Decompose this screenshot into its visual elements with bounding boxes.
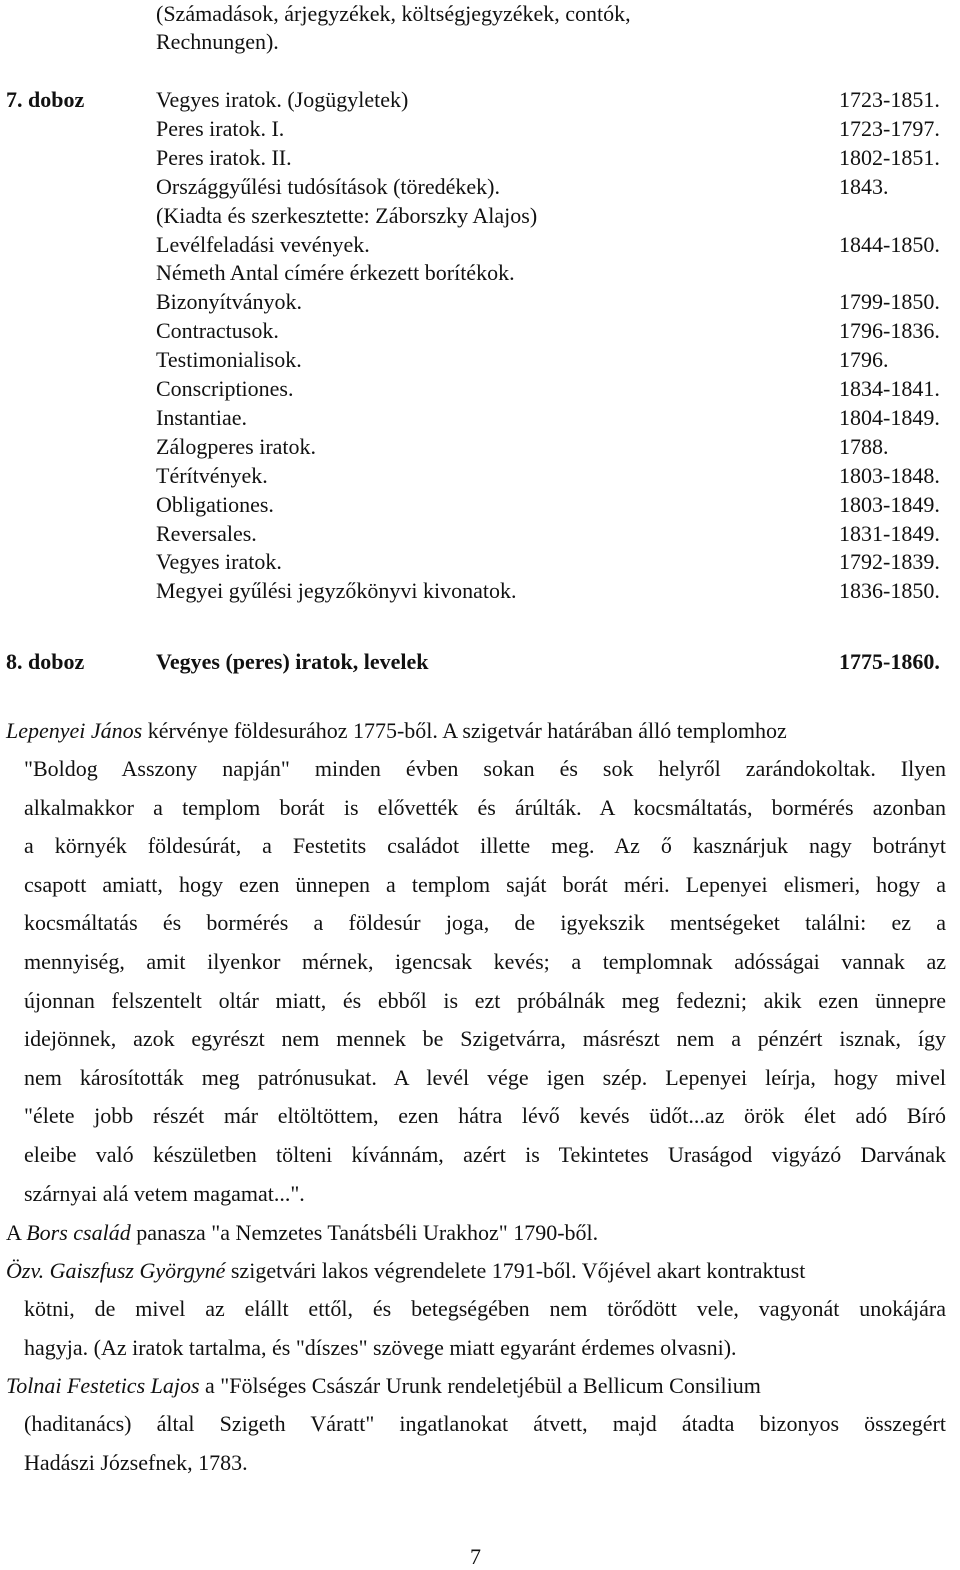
box7-row-title: Németh Antal címére érkezett borítékok. (156, 260, 515, 286)
p1-line-8: újonnan felszentelt oltár miatt, és ebből is ezt próbálnák meg fedezni; akik ezen ünnepre (24, 987, 946, 1013)
box7-row-title: Megyei gyűlési jegyzőkönyvi kivonatok. (156, 578, 517, 604)
box7-row-date: 1723-1851. (839, 87, 940, 112)
p3-name: Özv. Gaiszfusz Györgyné (6, 1258, 226, 1283)
page-number: 7 (470, 1544, 481, 1569)
box8-label: 8. doboz (6, 649, 85, 674)
p1-line-11: "élete jobb részét már eltöltöttem, ezen hátra lévő kevés üdőt...az örök élet adó Bíró (24, 1103, 946, 1129)
box7-row-date: 1803-1849. (839, 491, 940, 517)
box7-row-date: 1796. (839, 347, 889, 373)
p1-line-5: csapott amiatt, hogy ezen ünnepen a templom saját borát méri. Lepenyei elismeri, hogy a (24, 871, 946, 897)
box7-row-title: Levélfeladási vevények. (156, 231, 370, 257)
box7-row-title: (Kiadta és szerkesztette: Záborszky Alajos) (156, 202, 538, 228)
box7-row-date: 1802-1851. (839, 144, 940, 170)
box7-row-title: Vegyes iratok. (156, 549, 282, 575)
p1-line-9: idejönnek, azok egyrészt nem mennek be Szigetvárra, másrészt nem a pénzért isznak, így (24, 1026, 946, 1052)
box7-row-date: 1831-1849. (839, 520, 940, 546)
box7-row-title: Vegyes iratok. (Jogügyletek) (156, 87, 409, 112)
box7-row-date: 1799-1850. (839, 289, 940, 315)
box7-row-date: 1796-1836. (839, 318, 940, 344)
p1-line-10: nem károsították meg patrónusukat. A levél vége igen szép. Lepenyei leírja, hogy mivel (24, 1064, 946, 1090)
box8-title: Vegyes (peres) iratok, levelek (156, 649, 429, 674)
box7-row-title: Peres iratok. II. (156, 144, 292, 170)
box7-row-title: Obligationes. (156, 491, 274, 517)
paragraph-festetics-body (24, 1405, 946, 1482)
p1-line-2: "Boldog Asszony napján" minden évben sokan és sok helyről zarándokoltak. Ilyen (24, 756, 946, 781)
p1-name: Lepenyei János (6, 718, 143, 743)
box7-row-title: Zálogperes iratok. (156, 433, 317, 459)
p2-name: Bors család (26, 1220, 131, 1245)
box7-row-date: 1803-1848. (839, 462, 940, 488)
p4-line-3: Hadászi Józsefnek, 1783. (24, 1449, 248, 1475)
p4-name: Tolnai Festetics Lajos (6, 1373, 200, 1398)
p3-line-2: kötni, de mivel az elállt ettől, és betegségében nem törődött vele, vagyonát unokájára (24, 1296, 946, 1321)
box7-row-date: 1804-1849. (839, 404, 940, 430)
box7-row-title: Peres iratok. I. (156, 115, 285, 141)
paragraph-lepenyei-body (24, 750, 946, 1213)
p1-line-7: mennyiség, amit ilyenkor mérnek, igencsak kevés; a templomnak adósságai vannak az (24, 948, 946, 974)
box7-row-title: Országgyűlési tudósítások (töredékek). (156, 173, 500, 199)
box7-row-title: Bizonyítványok. (156, 289, 303, 315)
p1-line-13: szárnyai alá vetem magamat...". (24, 1180, 305, 1206)
p4-line-2: (haditanács) által Szigeth Váratt" ingatlanokat átvett, majd átadta bizonyos összegért (24, 1411, 946, 1436)
box7-row-date: 1723-1797. (839, 115, 940, 141)
p1-line-3: alkalmakkor a templom borát is elővették és árúlták. A kocsmáltatás, bormérés azonban (24, 794, 946, 820)
paragraph-gaiszfusz-body (24, 1290, 946, 1367)
box7-row-date: 1788. (839, 433, 889, 459)
p3-line-3: hagyja. (Az iratok tartalma, és "díszes" szövege miatt egyaránt érdemes olvasni). (24, 1334, 737, 1360)
box7-row-title: Testimonialisok. (156, 347, 302, 373)
box7-row-date: 1836-1850. (839, 578, 940, 604)
box7-row-date: 1844-1850. (839, 231, 940, 257)
paragraph-gaiszfusz: Özv. Gaiszfusz Györgyné szigetvári lakos végrendelete 1791-ből. Vőjével akart kontraktust (6, 1258, 806, 1283)
box7-row-title: Contractusok. (156, 318, 279, 344)
box7-label: 7. doboz (6, 87, 85, 112)
top-note-line-2: Rechnungen). (156, 29, 279, 54)
box8-date: 1775-1860. (839, 649, 940, 674)
p1-line-6: kocsmáltatás és bormérés a földesúr joga, de igyekszik mentségeket találni: ez a (24, 910, 946, 936)
p1-line-12: eleibe való készületben tölteni kívánnám, azért is Tekintetes Uraságod vigyázó Darvának (24, 1141, 946, 1167)
p1-line-1: Lepenyei János kérvénye földesurához 1775-ből. A szigetvár határában álló templomhoz (6, 718, 787, 743)
box7-row-title: Reversales. (156, 520, 257, 546)
paragraph-bors: A Bors család panasza "a Nemzetes Tanátsbéli Urakhoz" 1790-ből. (6, 1220, 599, 1245)
paragraph-lepenyei (6, 712, 946, 751)
box7-row-date: 1792-1839. (839, 549, 940, 575)
top-note-line-1: (Számadások, árjegyzékek, költségjegyzékek, contók, (156, 1, 631, 26)
box7-row-title: Instantiae. (156, 404, 248, 430)
paragraph-festetics: Tolnai Festetics Lajos a "Fölséges Császár Urunk rendeletjébül a Bellicum Consilium (6, 1373, 761, 1398)
box7-row-date: 1843. (839, 173, 889, 199)
box7-row-title: Térítvények. (156, 462, 268, 488)
p1-line-4: a környék földesúrát, a Festetits családot illette meg. Az ő kasznárjuk nagy botrányt (24, 833, 946, 859)
box7-row-date: 1834-1841. (839, 376, 940, 401)
box7-row-title: Conscriptiones. (156, 376, 294, 401)
